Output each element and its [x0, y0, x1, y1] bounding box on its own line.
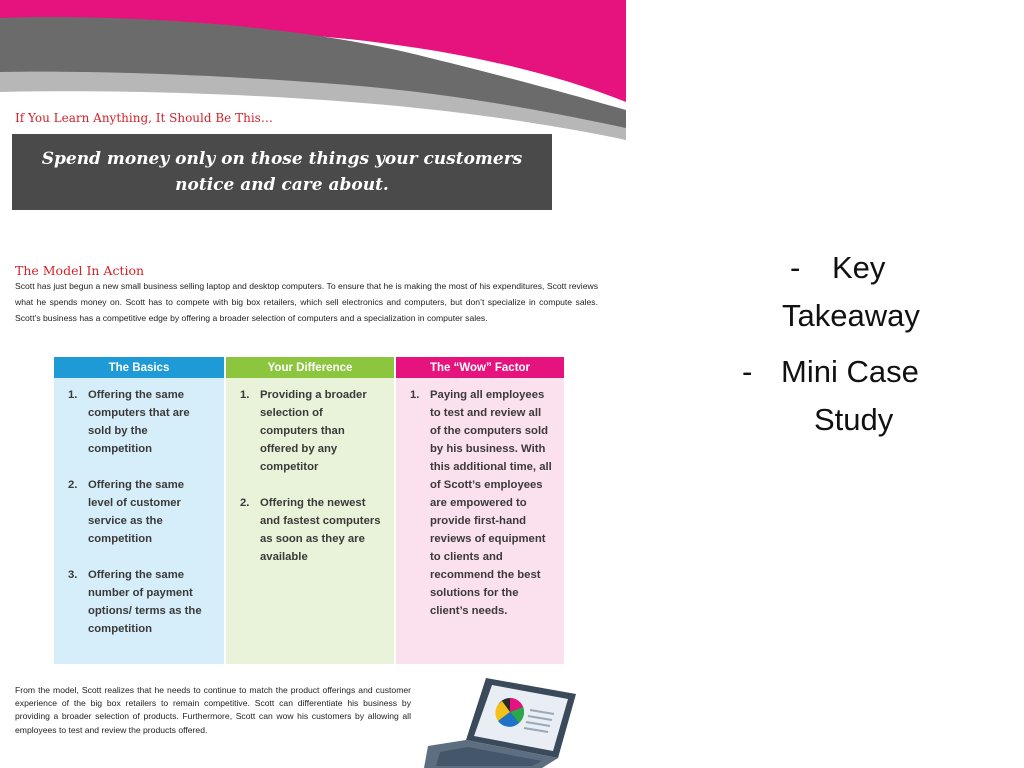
bullet-dash: - — [742, 354, 753, 389]
comparison-table — [54, 357, 564, 664]
bullet-item-mini-case-line1: Mini Case — [781, 354, 919, 389]
list-item — [238, 494, 382, 566]
list-item-text: Providing a broader selection of computers than offered by any competitor — [260, 389, 367, 473]
column-header-difference: Your Difference — [226, 357, 394, 378]
conclusion-paragraph: From the model, Scott realizes that he needs to continue to match the product offerings and customer experience of the big box retailers to remain competitive. Scott can differentiate his business by providing a broader selection of products. Furthermore, Scott can wow his customers by allowing all employees to test and review the products offered. — [15, 685, 411, 735]
item-number: 2. — [68, 479, 78, 491]
item-number: 2. — [240, 497, 250, 509]
item-number: 3. — [68, 569, 78, 581]
list-item-text: Paying all employees to test and review all of the computers sold by his business. With this additional time, all of Scott’s employees are empowered to provide first-hand reviews of equipment to clients and recommend the best solutions for the client’s needs. — [430, 389, 552, 617]
wow-list — [408, 386, 552, 620]
model-heading: The Model In Action — [15, 263, 145, 278]
list-item-text: Offering the same level of customer service as the competition — [88, 479, 185, 545]
difference-list — [238, 386, 382, 566]
laptop-illustration — [424, 674, 584, 768]
basics-list — [66, 386, 212, 638]
item-number: 1. — [240, 389, 250, 401]
item-number: 1. — [68, 389, 78, 401]
item-number: 1. — [410, 389, 420, 401]
list-item — [66, 476, 212, 548]
list-item — [66, 566, 212, 638]
bullet-item-key-takeaway-line2: Takeaway — [782, 298, 920, 333]
takeaway-text: Spend money only on those things your customers notice and care about. — [41, 149, 523, 195]
list-item-text: Offering the same computers that are sold by the competition — [88, 389, 190, 455]
column-body-difference — [226, 378, 394, 664]
column-body-wow — [396, 378, 564, 664]
column-wow — [396, 357, 564, 664]
column-body-basics — [54, 378, 224, 664]
bullet-item-key-takeaway-line1: Key — [832, 250, 886, 285]
laptop-icon — [424, 678, 576, 768]
column-header-basics: The Basics — [54, 357, 224, 378]
bullet-dash: - — [790, 250, 801, 285]
takeaway-heading: If You Learn Anything, It Should Be This… — [15, 111, 273, 125]
list-item-text: Offering the newest and fastest computers as soon as they are available — [260, 497, 381, 563]
list-item-text: Offering the same number of payment options/ terms as the competition — [88, 569, 202, 635]
column-header-wow: The “Wow” Factor — [396, 357, 564, 378]
list-item — [66, 386, 212, 458]
bullet-item-mini-case-line2: Study — [814, 402, 894, 437]
model-paragraph: Scott has just begun a new small business selling laptop and desktop computers. To ensure that he is making the most of his expenditures, Scott reviews what he spends money on. Scott has to compete with big box retailers, which sell electronics and computers, but don’t specialize in compute sales. Scott’s business has a competitive edge by offering a broader selection of computers and a specialization in computer sales. — [15, 281, 598, 323]
column-basics — [54, 357, 224, 664]
list-item — [238, 386, 382, 476]
list-item — [408, 386, 552, 620]
column-difference — [226, 357, 394, 664]
takeaway-box — [12, 134, 552, 210]
